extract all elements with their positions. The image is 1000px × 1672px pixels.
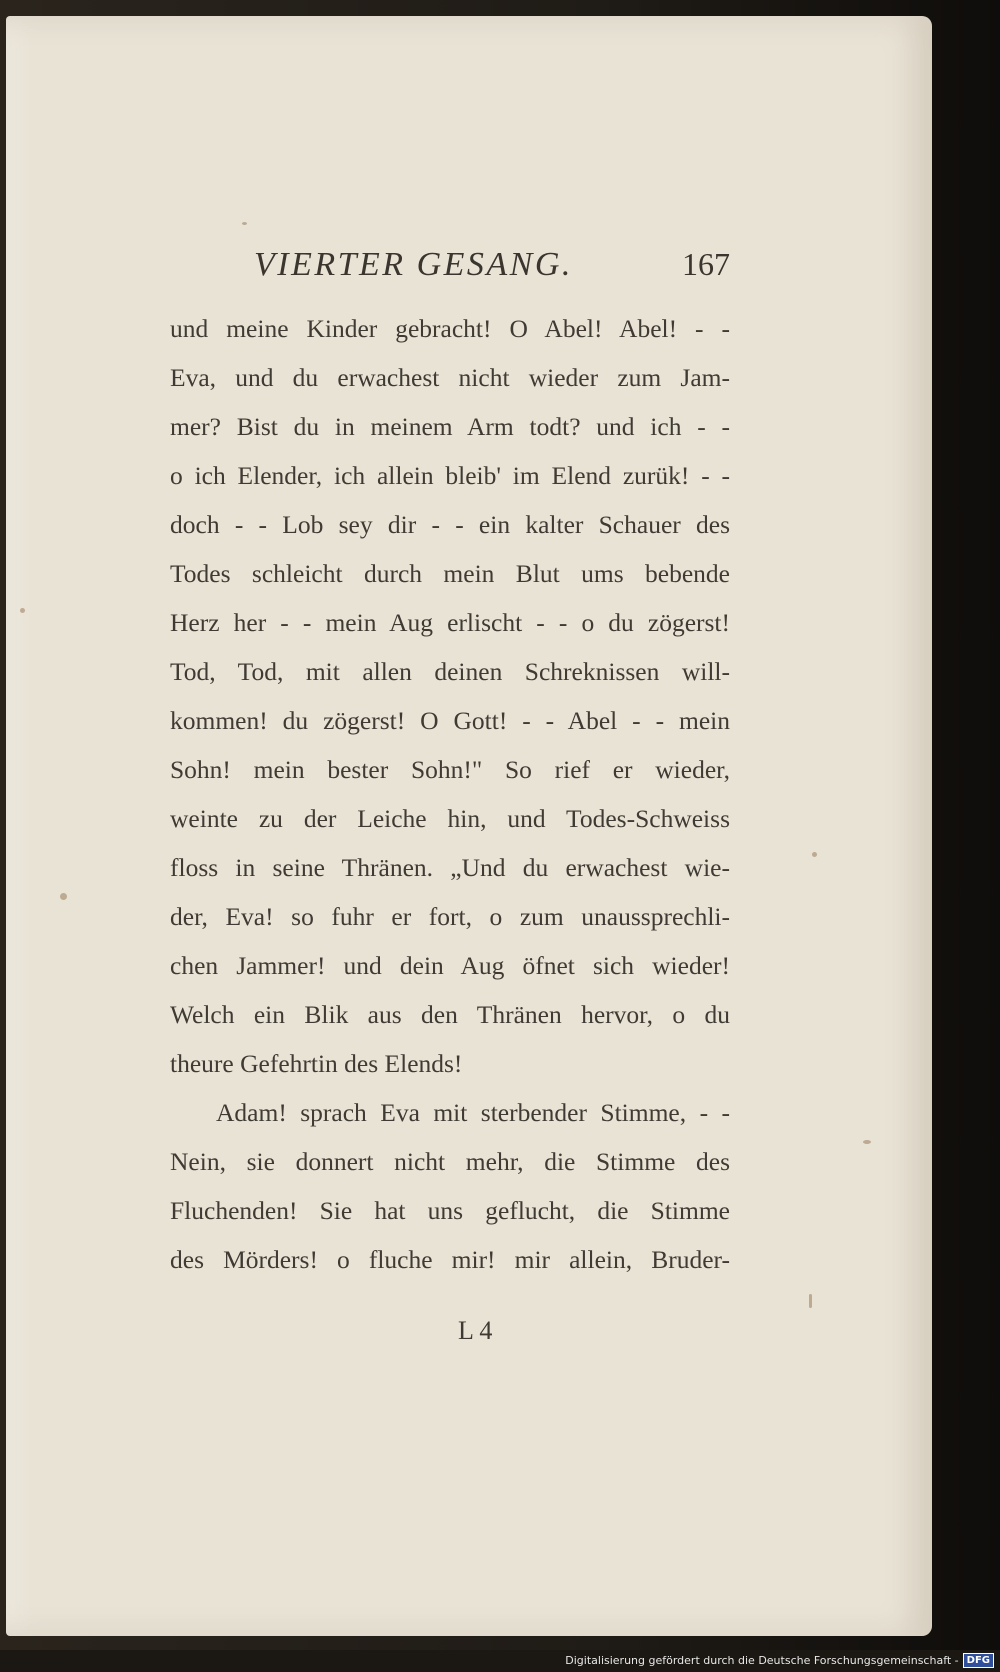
paper-speck	[809, 1294, 812, 1308]
text-line: mer? Bist du in meinem Arm todt? und ich - -	[170, 412, 730, 441]
paper-speck	[812, 852, 817, 857]
text-line: weinte zu der Leiche hin, und Todes-Schweiss	[170, 804, 730, 833]
text-line: floss in seine Thränen. „Und du erwachest wie-	[170, 853, 730, 882]
text-line: Welch ein Blik aus den Thränen hervor, o du	[170, 1000, 730, 1029]
text-line: chen Jammer! und dein Aug öfnet sich wieder!	[170, 951, 730, 980]
paper-speck	[863, 1140, 871, 1144]
page-content	[170, 246, 730, 1284]
text-line: Todes schleicht durch mein Blut ums bebende	[170, 559, 730, 588]
body-text	[170, 304, 730, 1284]
page-number: 167	[682, 246, 730, 282]
paper-speck	[20, 608, 25, 613]
text-line: und meine Kinder gebracht! O Abel! Abel! - -	[170, 314, 730, 343]
text-line: kommen! du zögerst! O Gott! - - Abel - - mein	[170, 706, 730, 735]
paper-speck	[242, 222, 247, 225]
text-line: theure Gefehrtin des Elends!	[170, 1049, 463, 1078]
text-line: Herz her - - mein Aug erlischt - - o du zögerst!	[170, 608, 730, 637]
book-page	[6, 16, 932, 1636]
signature-mark: L 4	[458, 1316, 493, 1345]
paper-speck	[60, 893, 67, 900]
text-line: doch - - Lob sey dir - - ein kalter Schauer des	[170, 510, 730, 539]
text-line: Fluchenden! Sie hat uns geflucht, die Stimme	[170, 1196, 730, 1225]
text-line: Tod, Tod, mit allen deinen Schreknissen will-	[170, 657, 730, 686]
running-title: VIERTER GESANG.	[254, 246, 573, 283]
digitization-credit	[565, 1650, 994, 1670]
text-line: Adam! sprach Eva mit sterbender Stimme, - -	[216, 1098, 730, 1127]
running-head	[170, 246, 730, 284]
text-line: Sohn! mein bester Sohn!" So rief er wieder,	[170, 755, 730, 784]
text-line: der, Eva! so fuhr er fort, o zum unaussprechli-	[170, 902, 730, 931]
credit-text: Digitalisierung gefördert durch die Deutsche Forschungsgemeinschaft -	[565, 1653, 959, 1667]
text-line: o ich Elender, ich allein bleib' im Elend zurük! - -	[170, 461, 730, 490]
text-line: Nein, sie donnert nicht mehr, die Stimme des	[170, 1147, 730, 1176]
dfg-logo: DFG	[963, 1653, 994, 1668]
text-line: des Mörders! o fluche mir! mir allein, Bruder-	[170, 1245, 730, 1274]
text-line: Eva, und du erwachest nicht wieder zum Jam-	[170, 363, 730, 392]
